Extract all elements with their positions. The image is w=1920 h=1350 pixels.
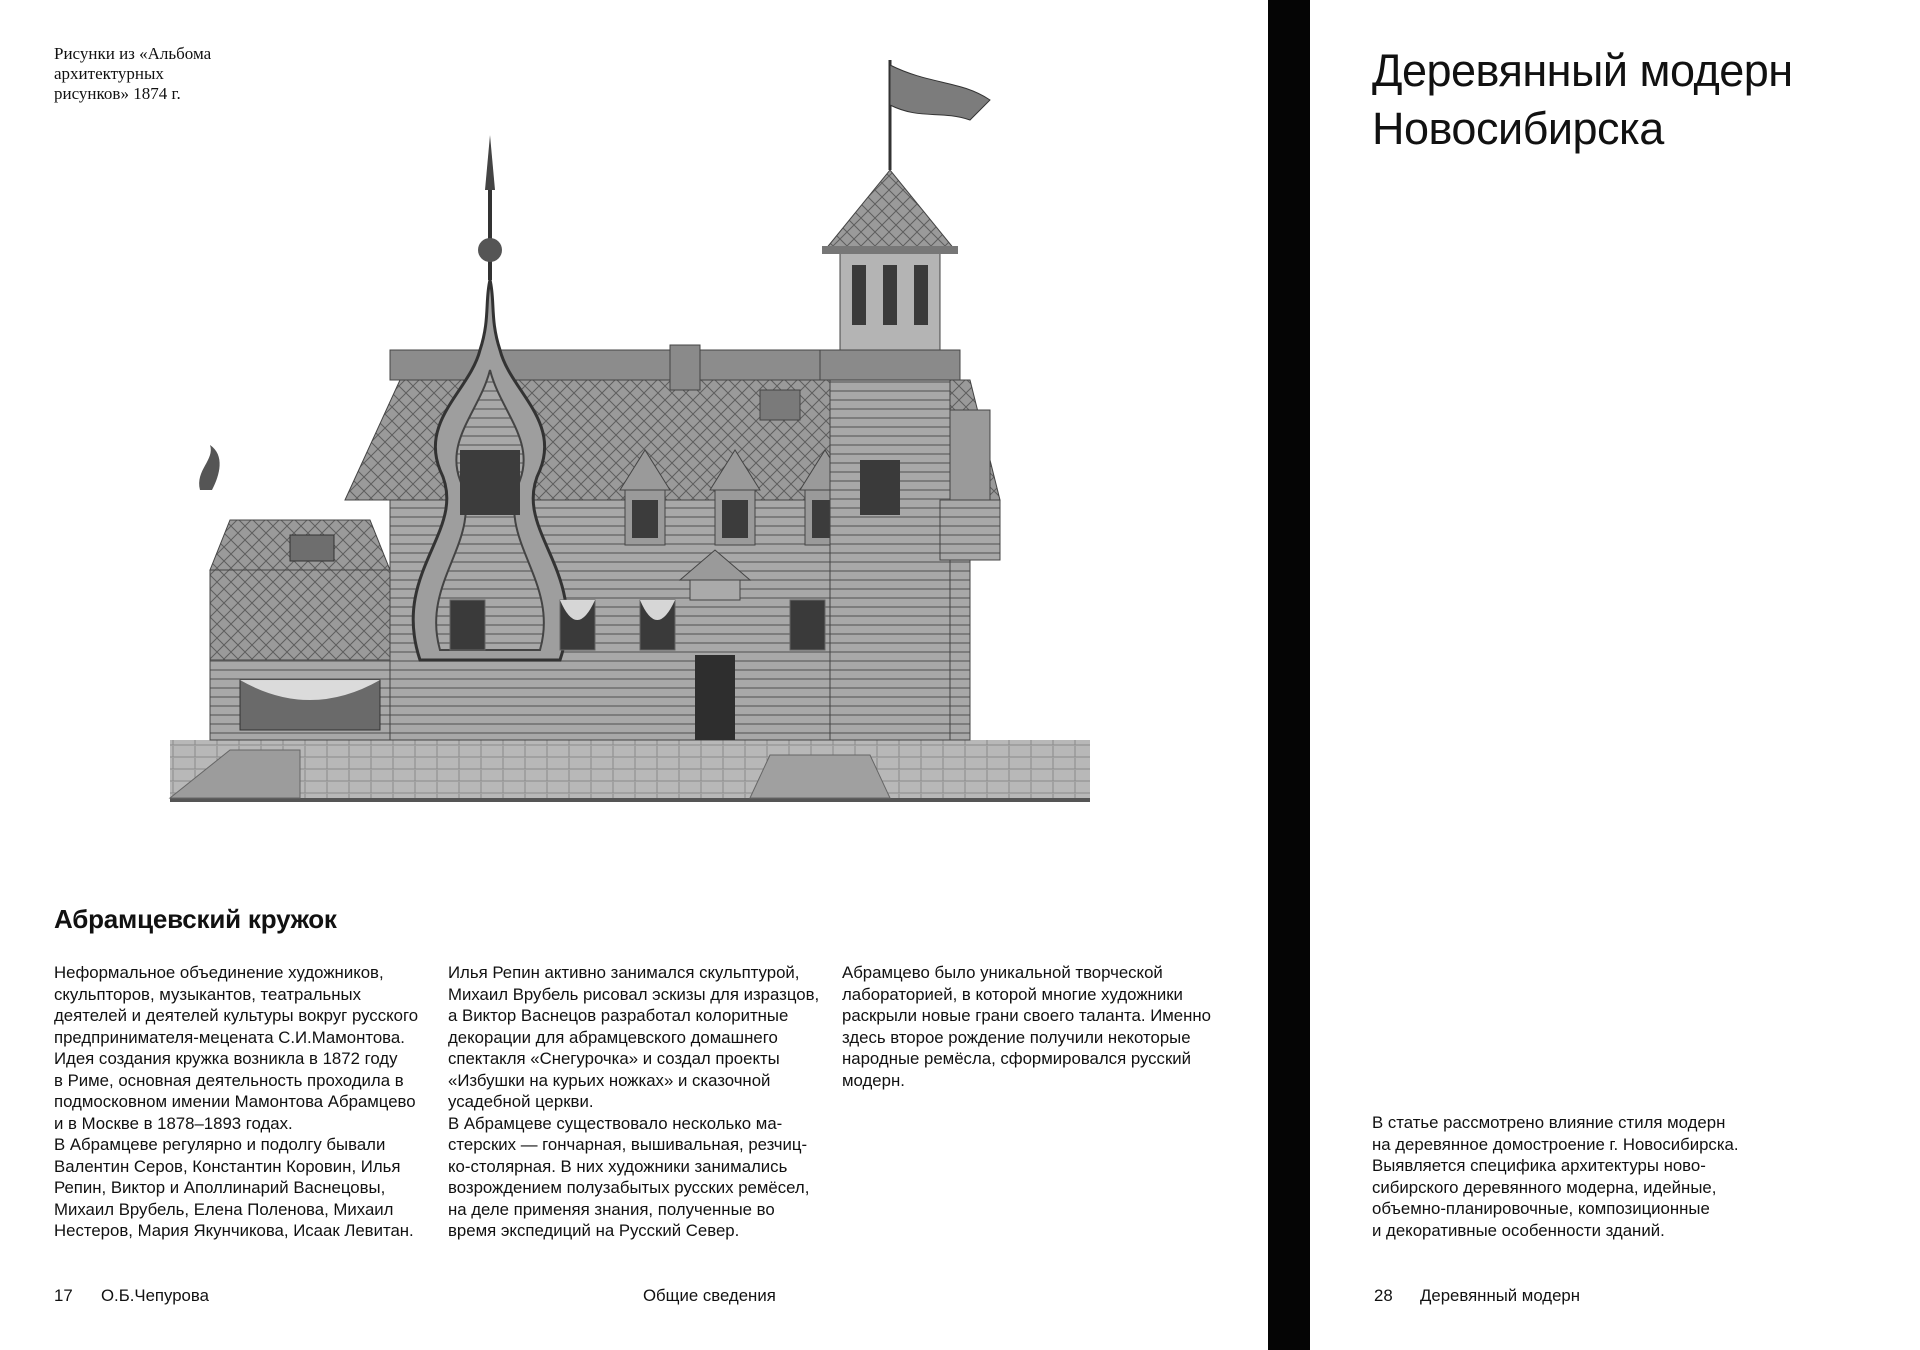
- text-line: а Виктор Васнецов разработал колоритные: [448, 1006, 789, 1025]
- section-name: Общие сведения: [643, 1286, 776, 1305]
- text-line: В Абрамцеве существовало несколько ма-: [448, 1113, 783, 1133]
- text-line: Михаил Врубель рисовал эскизы для изразцов,: [448, 984, 820, 1004]
- text-line: В Абрамцеве регулярно и подолгу бывали: [54, 1135, 386, 1154]
- text-line: на деле применяя знания, полученные во: [448, 1199, 775, 1219]
- text-line: подмосковном имении Мамонтова Абрамцево: [54, 1092, 416, 1111]
- text-line: предпринимателя-мецената С.И.Мамонтова.: [54, 1027, 405, 1047]
- caption-line: рисунков» 1874 г.: [54, 84, 181, 103]
- text-line: декорации для абрамцевского домашнего: [448, 1027, 778, 1047]
- text-line: модерн.: [842, 1070, 905, 1090]
- abstract-line: Выявляется специфика архитектуры ново-: [1372, 1156, 1706, 1175]
- text-line: Идея создания кружка возникла в 1872 году: [54, 1049, 398, 1068]
- text-line: время экспедиций на Русский Север.: [448, 1221, 740, 1240]
- article-title: [1372, 42, 1793, 158]
- abstract-line: объемно-планировочные, композиционные: [1372, 1199, 1710, 1218]
- text-line: Неформальное объединение художников,: [54, 963, 384, 982]
- text-line: Илья Репин активно занимался скульптурой,: [448, 963, 800, 982]
- page-number: 17: [54, 1286, 73, 1305]
- text-column-3: [842, 962, 1232, 1091]
- abstract-line: на деревянное домостроение г. Новосибирска.: [1372, 1134, 1739, 1154]
- text-line: народные ремёсла, сформировался русский: [842, 1049, 1192, 1068]
- text-line: усадебной церкви.: [448, 1092, 594, 1111]
- text-line: Михаил Врубель, Елена Поленова, Михаил: [54, 1199, 394, 1219]
- caption-line: Рисунки из «Альбома: [54, 44, 212, 63]
- title-line: Новосибирска: [1372, 103, 1664, 154]
- text-column-1: [54, 962, 444, 1242]
- text-line: спектакля «Снегурочка» и создал проекты: [448, 1049, 780, 1068]
- article-abstract: [1372, 1112, 1892, 1241]
- section-heading: Абрамцевский кружок: [54, 904, 337, 934]
- abstract-line: сибирского деревянного модерна, идейные,: [1372, 1177, 1717, 1197]
- text-line: скульпторов, музыкантов, театральных: [54, 984, 361, 1004]
- text-line: Репин, Виктор и Аполлинарий Васнецовы,: [54, 1178, 386, 1197]
- abstract-line: В статье рассмотрено влияние стиля модерн: [1372, 1113, 1726, 1132]
- text-line: Валентин Серов, Константин Коровин, Илья: [54, 1156, 401, 1176]
- text-line: раскрыли новые грани своего таланта. Именно: [842, 1006, 1211, 1025]
- caption-line: архитектурных: [54, 64, 164, 83]
- text-line: и в Москве в 1878–1893 годах.: [54, 1113, 293, 1133]
- text-line: ко-столярная. В них художники занимались: [448, 1156, 788, 1176]
- text-line: лабораторией, в которой многие художники: [842, 984, 1183, 1004]
- title-line: Деревянный модерн: [1372, 45, 1793, 96]
- wooden-mansion-illustration: [140, 50, 1140, 810]
- text-line: возрождением полузабытых русских ремёсел,: [448, 1178, 810, 1197]
- page-number: 28: [1374, 1286, 1393, 1305]
- page-gutter: [1268, 0, 1310, 1350]
- running-title: Деревянный модерн: [1420, 1286, 1581, 1305]
- text-line: Абрамцево было уникальной творческой: [842, 963, 1163, 982]
- abstract-line: и декоративные особенности зданий.: [1372, 1220, 1665, 1240]
- text-line: здесь второе рождение получили некоторые: [842, 1027, 1191, 1047]
- text-line: в Риме, основная деятельность проходила в: [54, 1070, 404, 1090]
- text-line: «Избушки на курьих ножках» и сказочной: [448, 1070, 771, 1090]
- text-column-2: [448, 962, 838, 1242]
- text-line: Нестеров, Мария Якунчикова, Исаак Левитан.: [54, 1221, 414, 1240]
- author-name: О.Б.Чепурова: [101, 1286, 209, 1305]
- text-line: деятелей и деятелей культуры вокруг русского: [54, 1006, 419, 1025]
- text-line: стерских — гончарная, вышивальная, резчиц-: [448, 1135, 808, 1154]
